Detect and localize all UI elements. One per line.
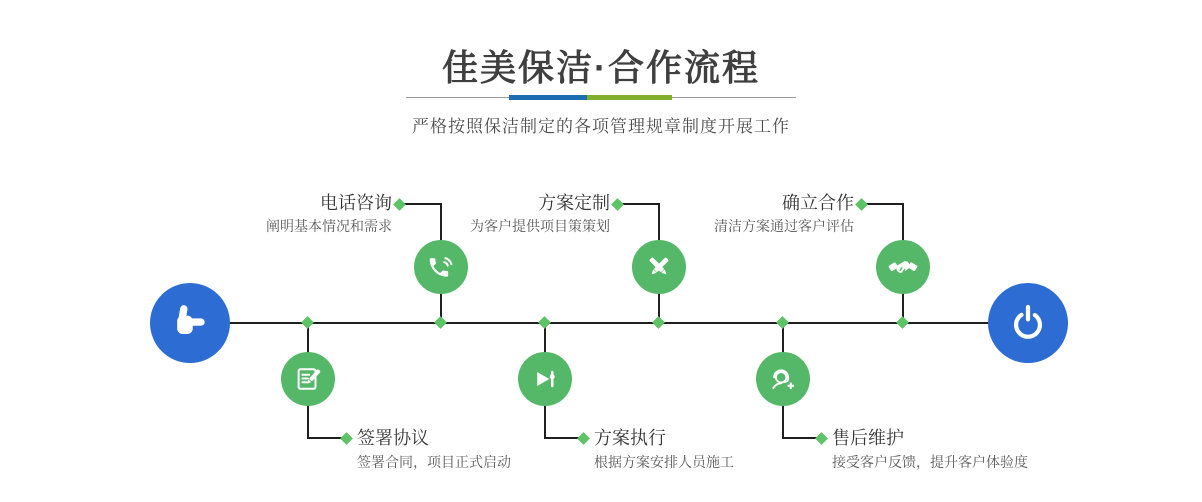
diamond-marker: [434, 316, 447, 329]
customer-support-icon: [756, 352, 810, 406]
diamond-marker: [577, 432, 590, 445]
hand-pointing-right-icon: [150, 283, 230, 363]
diamond-marker: [538, 316, 551, 329]
handshake-icon: [876, 240, 930, 294]
step-title: 方案执行: [594, 428, 666, 448]
divider-blue-segment: [509, 95, 587, 100]
play-execute-icon: [518, 352, 572, 406]
step-desc: 根据方案安排人员施工: [594, 454, 734, 470]
divider-thin-left: [406, 97, 509, 98]
diamond-marker: [611, 198, 624, 211]
diamond-marker: [393, 198, 406, 211]
step-desc: 阐明基本情况和需求: [266, 218, 392, 234]
diamond-marker: [301, 316, 314, 329]
step-title: 电话咨询: [320, 193, 392, 213]
crossed-pencils-icon: [632, 240, 686, 294]
power-icon: [988, 283, 1068, 363]
page-subtitle: 严格按照保洁制定的各项管理规章制度开展工作: [412, 117, 790, 136]
divider-green-segment: [587, 95, 672, 100]
step-title: 签署协议: [357, 428, 429, 448]
diamond-marker: [340, 432, 353, 445]
step-desc: 为客户提供项目策策划: [470, 218, 610, 234]
diamond-marker: [815, 432, 828, 445]
page-title: 佳美保洁·合作流程: [442, 47, 760, 88]
title-divider: [406, 95, 796, 100]
step-desc: 签署合同，项目正式启动: [357, 454, 511, 470]
step-desc: 清洁方案通过客户评估: [714, 218, 854, 234]
diamond-marker: [776, 316, 789, 329]
phone-icon: [414, 240, 468, 294]
diamond-marker: [896, 316, 909, 329]
step-desc: 接受客户反馈，提升客户体验度: [832, 454, 1028, 470]
step-title: 确立合作: [782, 193, 854, 213]
step-title: 方案定制: [538, 193, 610, 213]
diamond-marker: [652, 316, 665, 329]
diamond-marker: [855, 198, 868, 211]
timeline-main-line: [220, 322, 998, 324]
divider-thin-right: [672, 97, 796, 98]
step-title: 售后维护: [832, 428, 904, 448]
signed-document-icon: [281, 352, 335, 406]
